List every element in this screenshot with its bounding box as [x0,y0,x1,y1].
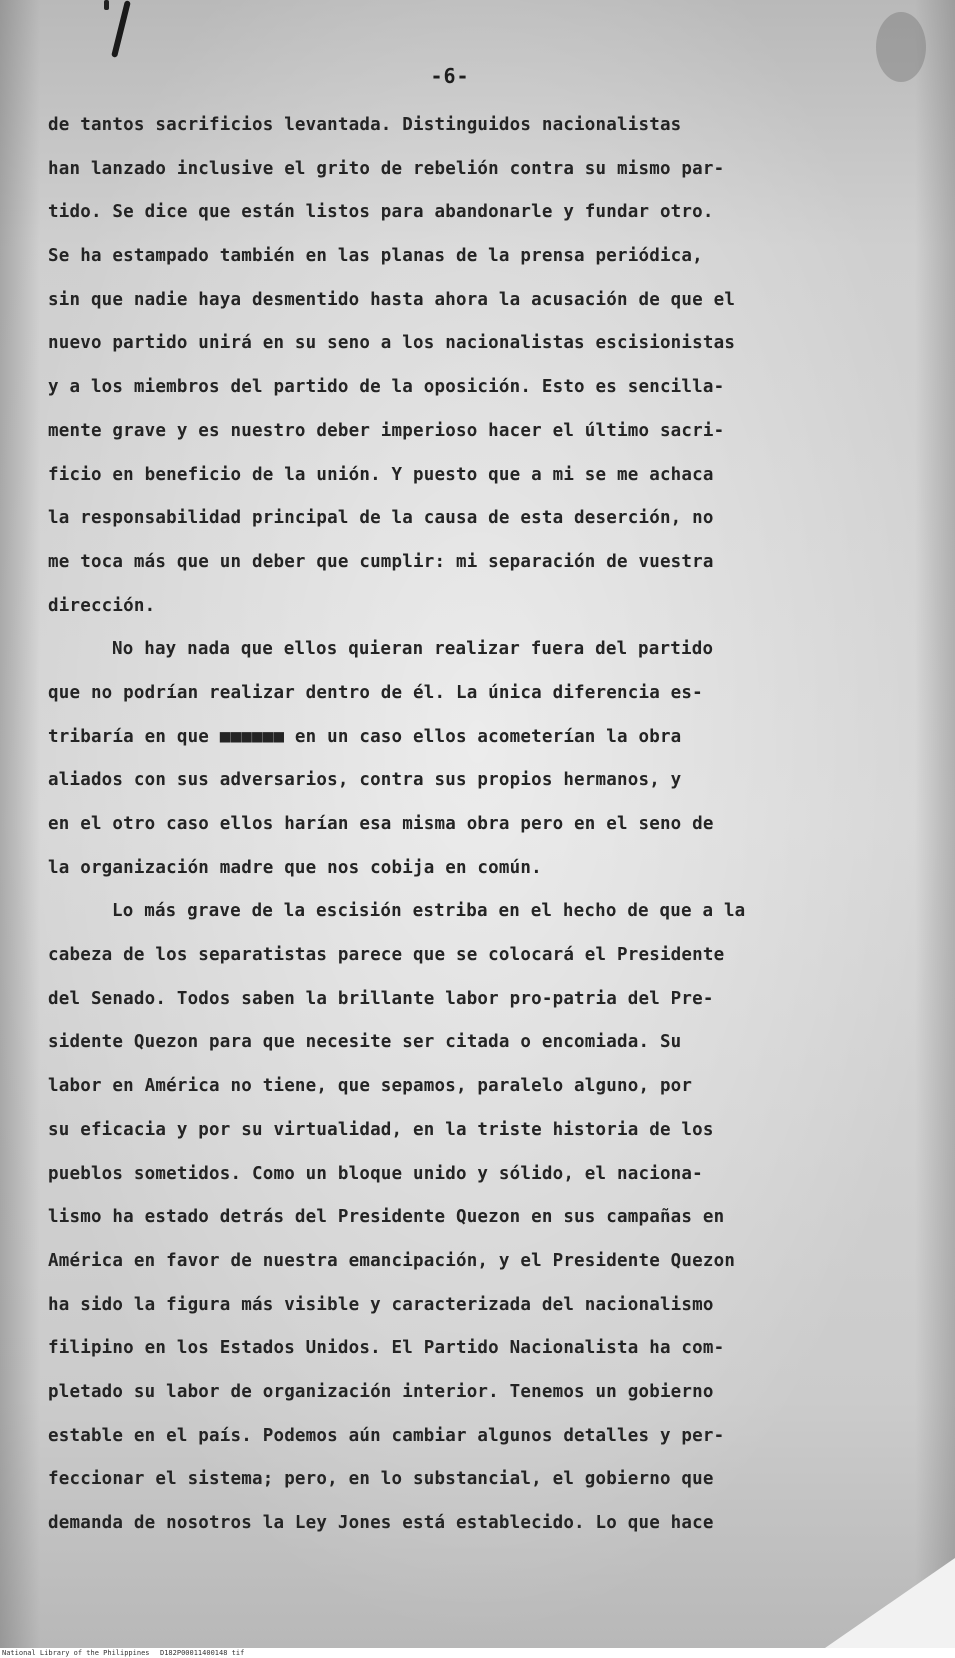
text-line: la responsabilidad principal de la causa de esta deserción, no [48,508,714,529]
text-line: Lo más grave de la escisión estriba en el hecho de que a la [112,901,746,922]
text-line: pueblos sometidos. Como un bloque unido y sólido, el naciona- [48,1163,703,1184]
text-line: América en favor de nuestra emancipación, y el Presidente Quezon [48,1250,736,1271]
left-edge-shadow [0,0,40,1648]
paper-stain [876,12,926,82]
text-line: de tantos sacrificios levantada. Distinguidos nacionalistas [48,115,682,135]
text-line: Se ha estampado también en las planas de la prensa periódica, [48,246,703,267]
text-line: dirección. [48,595,156,616]
text-line: tribaría en que ■■■■■■ en un caso ellos acometerían la obra [48,726,682,747]
typed-letter-body [48,104,928,1546]
text-line: su eficacia y por su virtualidad, en la triste historia de los [48,1119,714,1140]
text-line: cabeza de los separatistas parece que se colocará el Presidente [48,945,725,966]
text-line: pletado su labor de organización interior. Tenemos un gobierno [48,1381,714,1402]
text-line: labor en América no tiene, que sepamos, paralelo alguno, por [48,1076,693,1097]
folded-corner [825,1558,955,1648]
footer-filename: D182P00011400148 tif [160,1649,245,1657]
text-line: sidente Quezon para que necesite ser citada o encomiada. Su [48,1032,682,1053]
text-line: y a los miembros del partido de la oposición. Esto es sencilla- [48,377,725,398]
scan-footer [0,1648,955,1658]
text-line: lismo ha estado detrás del Presidente Quezon en sus campañas en [48,1207,725,1228]
ink-stroke-mark [111,0,131,58]
text-line: feccionar el sistema; pero, en lo substancial, el gobierno que [48,1469,714,1490]
text-line: que no podrían realizar dentro de él. La única diferencia es- [48,682,703,703]
text-line: ficio en beneficio de la unión. Y puesto que a mi se me achaca [48,464,714,485]
page-number: -6- [430,64,470,88]
text-line: en el otro caso ellos harían esa misma obra pero en el seno de [48,814,714,834]
text-line: tido. Se dice que están listos para abandonarle y fundar otro. [48,202,714,223]
text-line: me toca más que un deber que cumplir: mi separación de vuestra [48,551,714,572]
text-line: mente grave y es nuestro deber imperioso hacer el último sacri- [48,420,725,441]
ink-dot-mark [104,0,109,10]
text-line: ha sido la figura más visible y caracterizada del nacionalismo [48,1294,714,1315]
text-line: estable en el país. Podemos aún cambiar algunos detalles y per- [48,1425,725,1446]
text-line: han lanzado inclusive el grito de rebelión contra su mismo par- [48,158,725,179]
text-line: sin que nadie haya desmentido hasta ahora la acusación de que el [48,289,736,310]
text-line: del Senado. Todos saben la brillante labor pro-patria del Pre- [48,988,714,1009]
text-line: aliados con sus adversarios, contra sus propios hermanos, y [48,770,682,791]
text-line: filipino en los Estados Unidos. El Partido Nacionalista ha com- [48,1338,725,1359]
text-line: la organización madre que nos cobija en común. [48,857,542,878]
text-line: No hay nada que ellos quieran realizar fuera del partido [112,639,714,660]
text-line: demanda de nosotros la Ley Jones está establecido. Lo que hace [48,1513,714,1533]
text-line: nuevo partido unirá en su seno a los nacionalistas escisionistas [48,333,736,354]
footer-source: National Library of the Philippines [2,1649,150,1657]
